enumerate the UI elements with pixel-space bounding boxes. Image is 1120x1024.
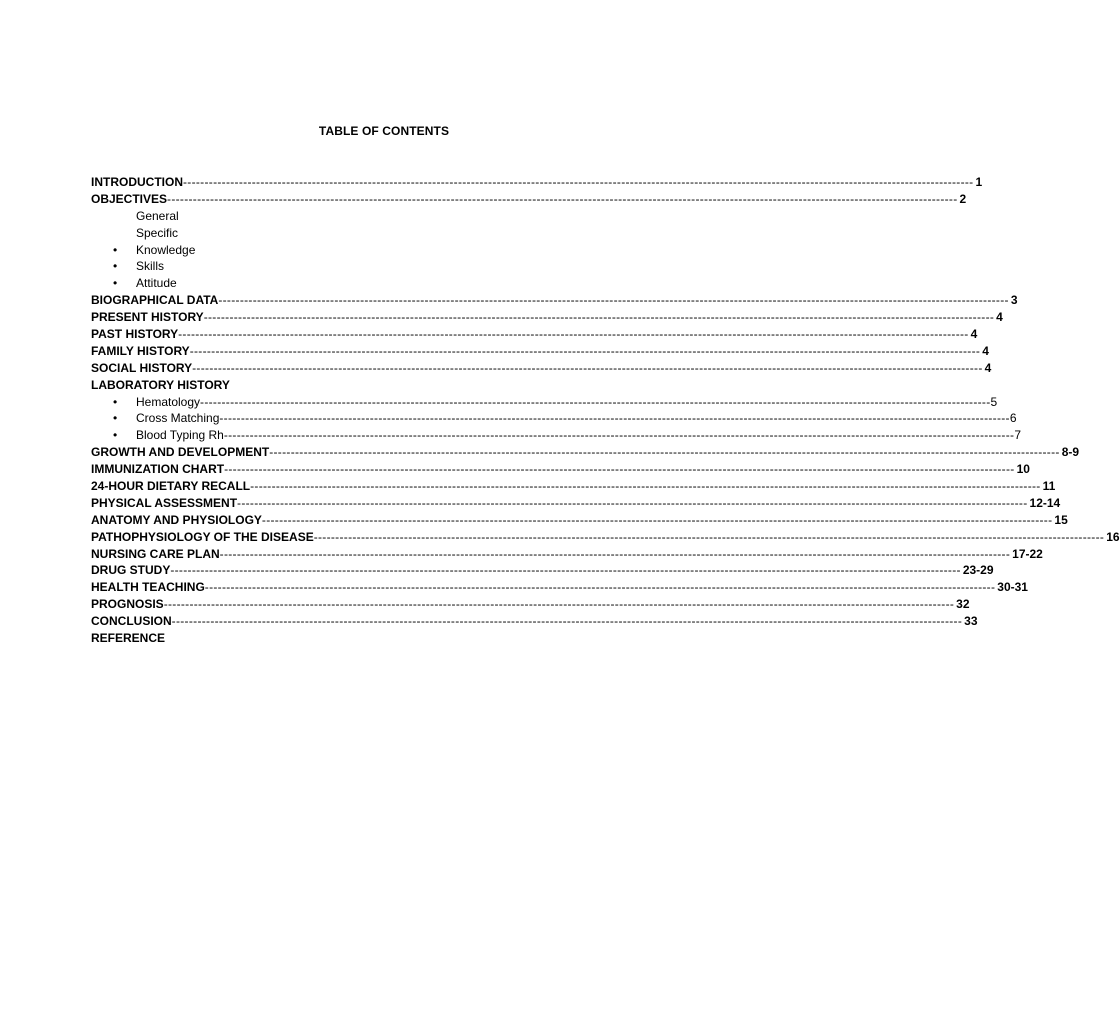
toc-entry-drug-study [91,562,994,579]
toc-entry-label: PATHOPHYSIOLOGY OF THE DISEASE [91,529,314,544]
toc-entry-label: IMMUNIZATION CHART [91,462,225,477]
toc-entry-page: 4 [984,360,992,375]
toc-entry-family-history [91,343,989,360]
toc-entry-label: BIOGRAPHICAL DATA [91,293,219,308]
dot-leader: ---------------------------------------------------------------------------------------------------------------------------------------------------------------------------------------- [219,411,1010,426]
toc-subentry-general: General [136,208,179,223]
dot-leader: ---------------------------------------------------------------------------------------------------------------------------------------------------------------------------------------- [167,191,958,206]
bullet-icon: • [113,428,118,443]
toc-entry-social-history [91,360,992,377]
toc-entry-label: NURSING CARE PLAN [91,546,220,561]
toc-entry-page: 23-29 [962,563,994,578]
dot-leader: ---------------------------------------------------------------------------------------------------------------------------------------------------------------------------------------- [313,529,1105,544]
dot-leader: ---------------------------------------------------------------------------------------------------------------------------------------------------------------------------------------- [223,428,1015,443]
bullet-icon: • [113,259,118,274]
toc-bullet-blood-typing [91,427,1022,444]
toc-list [91,174,1120,647]
toc-entry-label: INTRODUCTION [91,175,183,189]
toc-bullet-label: Blood Typing Rh [136,428,224,443]
toc-entry-physical-assessment [91,495,1061,512]
toc-entry-page: 4 [996,310,1003,325]
toc-entry-objectives [91,191,967,208]
toc-bullet-page: 6 [1009,411,1017,426]
dot-leader: ---------------------------------------------------------------------------------------------------------------------------------------------------------------------------------------- [170,563,961,578]
toc-entry-immunization-chart [91,461,1030,478]
toc-entry-page: 11 [1042,479,1056,494]
dot-leader: ---------------------------------------------------------------------------------------------------------------------------------------------------------------------------------------- [183,175,974,189]
toc-entry-present-history [91,309,1003,326]
toc-entry-anatomy-and-physiology [91,512,1068,529]
dot-leader: ---------------------------------------------------------------------------------------------------------------------------------------------------------------------------------------- [250,479,1041,494]
dot-leader: ---------------------------------------------------------------------------------------------------------------------------------------------------------------------------------------- [189,343,981,358]
dot-leader: ---------------------------------------------------------------------------------------------------------------------------------------------------------------------------------------- [261,512,1053,527]
toc-entry-label: PHYSICAL ASSESSMENT [91,495,238,510]
toc-entry-label: 24-HOUR DIETARY RECALL [91,479,251,494]
toc-entry-label: FAMILY HISTORY [91,343,190,358]
toc-bullet-hematology [91,394,998,411]
toc-entry-page: 15 [1054,512,1068,527]
toc-bullet-label: Attitude [136,276,177,291]
dot-leader: ---------------------------------------------------------------------------------------------------------------------------------------------------------------------------------------- [178,327,969,342]
toc-entry-prognosis [91,596,970,613]
dot-leader: ---------------------------------------------------------------------------------------------------------------------------------------------------------------------------------------- [200,394,991,409]
dot-leader: ---------------------------------------------------------------------------------------------------------------------------------------------------------------------------------------- [224,462,1015,477]
toc-bullet-knowledge [91,242,625,259]
toc-entry-page: 32 [956,597,970,612]
dot-leader: ---------------------------------------------------------------------------------------------------------------------------------------------------------------------------------------- [237,495,1028,510]
toc-bullet-skills [91,258,625,275]
toc-bullet-attitude [91,275,625,292]
toc-entry-label: PROGNOSIS [91,597,164,612]
toc-entry-label: PRESENT HISTORY [91,310,204,325]
bullet-icon: • [113,276,118,291]
toc-entry-label: DRUG STUDY [91,563,171,578]
toc-entry-nursing-care-plan [91,546,1043,563]
toc-entry-growth-and-development [91,444,1080,461]
toc-entry-health-teaching [91,579,1028,596]
page-title: TABLE OF CONTENTS [318,124,450,138]
toc-bullet-page: 5 [990,394,998,409]
toc-bullet-label: Knowledge [136,242,196,257]
toc-entry-pathophysiology [91,529,1120,546]
toc-entry-page: 10 [1016,462,1030,477]
toc-entry-label: PAST HISTORY [91,327,179,342]
dot-leader: ---------------------------------------------------------------------------------------------------------------------------------------------------------------------------------------- [171,614,963,629]
toc-entry-page: 1 [975,175,983,189]
toc-entry-page: 33 [964,614,978,629]
toc-entry-page: 16 [1106,529,1120,544]
toc-entry-page: 8-9 [1061,445,1080,460]
toc-entry-past-history [91,326,978,343]
toc-entry-label: HEALTH TEACHING [91,580,205,595]
toc-entry-laboratory-history: LABORATORY HISTORY [91,377,230,392]
toc-entry-label: GROWTH AND DEVELOPMENT [91,445,270,460]
toc-entry-page: 4 [970,327,978,342]
toc-entry-page: 12-14 [1029,495,1061,510]
dot-leader: ---------------------------------------------------------------------------------------------------------------------------------------------------------------------------------------- [192,360,983,375]
dot-leader: ---------------------------------------------------------------------------------------------------------------------------------------------------------------------------------------- [203,310,995,325]
dot-leader: ---------------------------------------------------------------------------------------------------------------------------------------------------------------------------------------- [163,597,955,612]
dot-leader: ---------------------------------------------------------------------------------------------------------------------------------------------------------------------------------------- [218,293,1009,308]
toc-bullet-label: Cross Matching [136,411,220,426]
toc-bullet-page: 7 [1014,428,1022,443]
toc-entry-page: 2 [959,191,967,206]
toc-entry-label: ANATOMY AND PHYSIOLOGY [91,512,262,527]
toc-bullet-cross-matching [91,410,1017,427]
dot-leader: ---------------------------------------------------------------------------------------------------------------------------------------------------------------------------------------- [219,546,1011,561]
toc-bullet-label: Hematology [136,394,201,409]
dot-leader: ---------------------------------------------------------------------------------------------------------------------------------------------------------------------------------------- [269,445,1060,460]
toc-entry-page: 17-22 [1012,546,1043,561]
toc-subentry-specific: Specific [136,225,179,240]
toc-entry-label: CONCLUSION [91,614,172,629]
toc-entry-page: 3 [1010,293,1018,308]
toc-entry-dietary-recall [91,478,1056,495]
toc-entry-label: OBJECTIVES [91,191,168,206]
toc-entry-page: 4 [982,343,989,358]
toc-entry-label: SOCIAL HISTORY [91,360,193,375]
toc-bullet-label: Skills [136,259,165,274]
toc-entry-reference: REFERENCE [91,631,166,646]
bullet-icon: • [113,411,118,426]
toc-entry-biographical-data [91,292,1018,309]
toc-entry-page: 30-31 [997,580,1028,595]
bullet-icon: • [113,394,118,409]
dot-leader: ---------------------------------------------------------------------------------------------------------------------------------------------------------------------------------------- [204,580,996,595]
bullet-icon: • [113,242,118,257]
toc-entry-conclusion [91,613,978,630]
toc-entry-introduction [91,174,983,191]
